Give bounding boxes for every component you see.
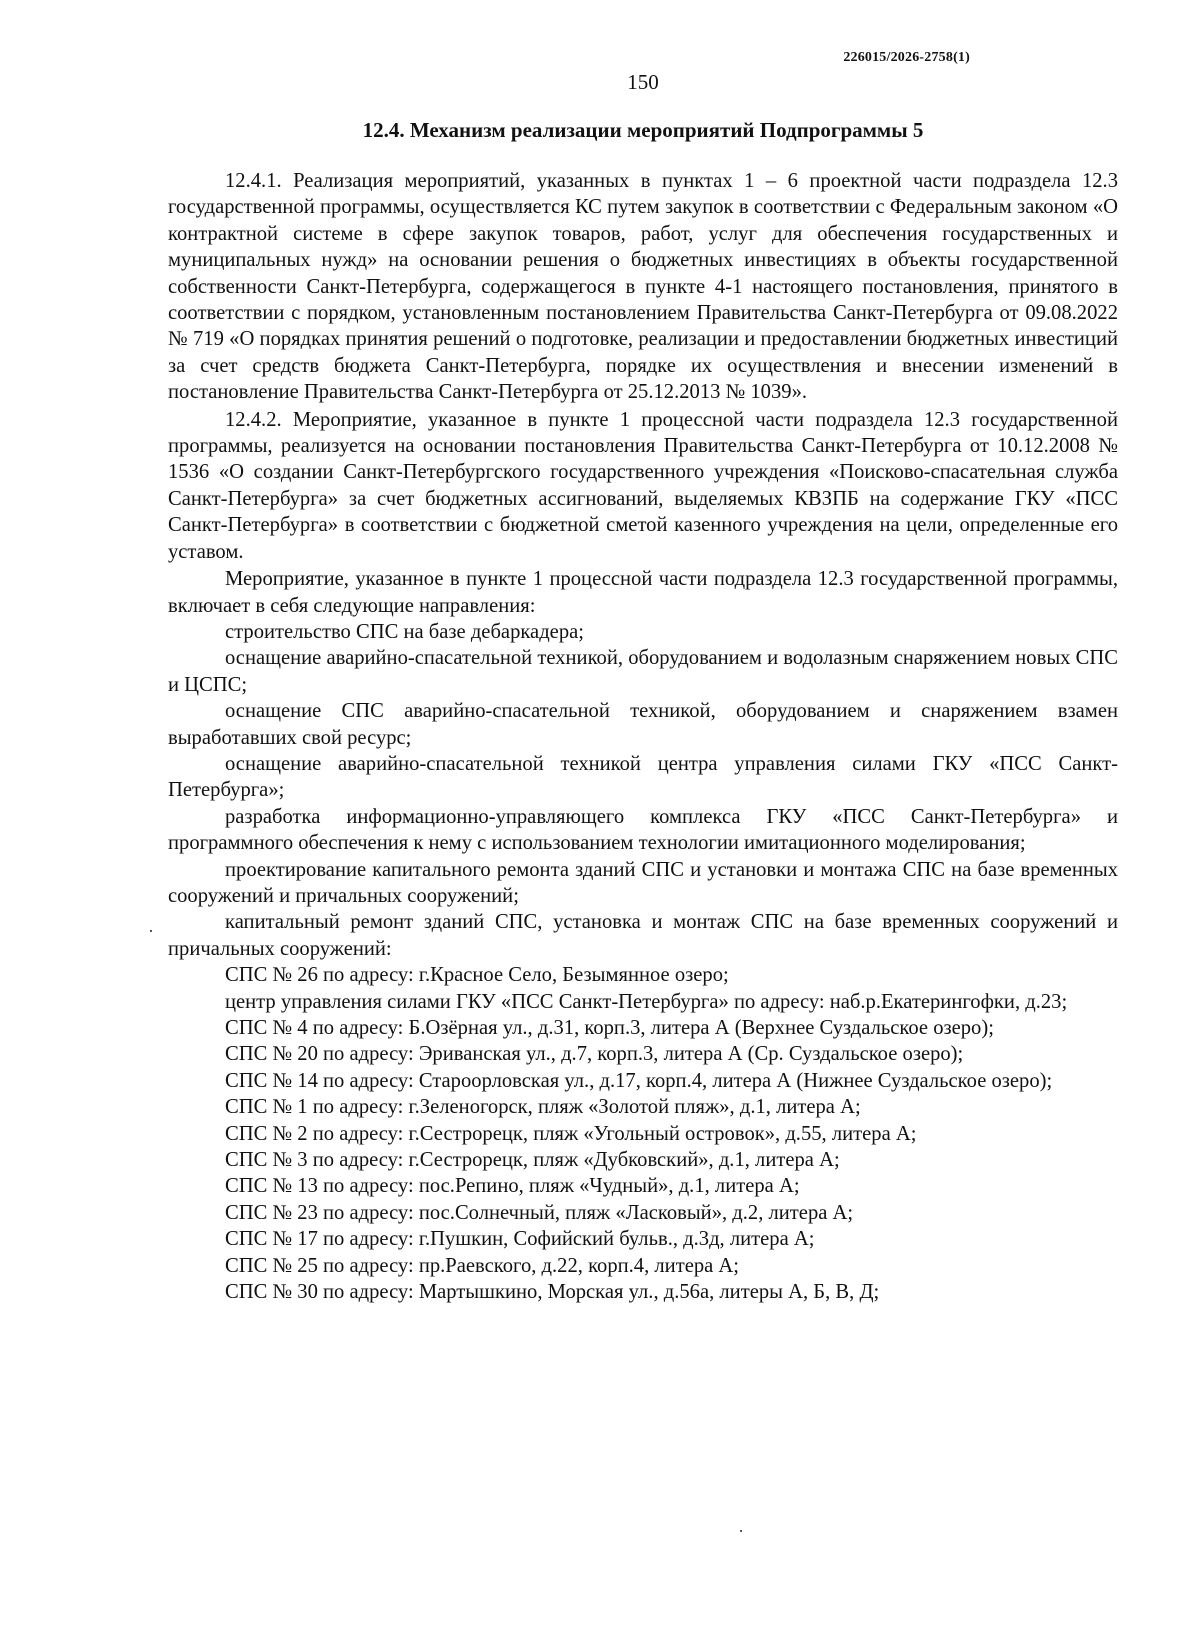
list-item: строительство СПС на базе дебаркадера; — [225, 620, 584, 643]
address-item: СПС № 26 по адресу: г.Красное Село, Безымянное озеро; — [225, 964, 729, 987]
address-item: СПС № 3 по адресу: г.Сестрорецк, пляж «Дубковский», д.1, литера А; — [225, 1149, 840, 1172]
address-item: СПС № 2 по адресу: г.Сестрорецк, пляж «Угольный островок», д.55, литера А; — [225, 1122, 917, 1145]
paragraph-12-4-1: 12.4.1. Реализация мероприятий, указанных в пунктах 1 – 6 проектной части подраздела 12.3 государственной программы, осуществляется КС путем закупок в соответствии с Федеральным законом «О контрактной системе в сфере закупок товаров, работ, услуг для обеспечения государственных и муниципальных нужд» на основании решения о бюджетных инвестициях в объекты государственной собственности Санкт-Петербурга, содержащегося в пункте 4-1 настоящего постановления, принятого в соответствии с порядком, установленным постановлением Правительства Санкт-Петербурга от 09.08.2022 № 719 «О порядках принятия решений о подготовке, реализации и предоставлении бюджетных инвестиций за счет средств бюджета Санкт-Петербурга, порядке их осуществления и внесении изменений в постановление Правительства Санкт-Петербурга от 25.12.2013 № 1039». — [168, 170, 1118, 404]
address-item: СПС № 1 по адресу: г.Зеленогорск, пляж «Золотой пляж», д.1, литера А; — [225, 1096, 861, 1119]
list-item: капитальный ремонт зданий СПС, установка и монтаж СПС на базе временных сооружений и причальных сооружений: — [168, 911, 1118, 960]
address-item: СПС № 14 по адресу: Староорловская ул., д.17, корп.4, литера А (Нижнее Суздальское озеро); — [225, 1069, 1053, 1092]
address-item: СПС № 23 по адресу: пос.Солнечный, пляж «Ласковый», д.2, литера А; — [225, 1201, 854, 1224]
paragraph-12-4-2: 12.4.2. Мероприятие, указанное в пункте 1 процессной части подраздела 12.3 государственной программы, реализуется на основании постановления Правительства Санкт-Петербурга от 10.12.2008 № 1536 «О создании Санкт-Петербургского государственного учреждения «Поисково-спасательная служба Санкт-Петербурга» за счет бюджетных ассигнований, выделяемых КВЗПБ на содержание ГКУ «ПСС Санкт-Петербурга» в соответствии с бюджетной сметой казенного учреждения на цели, определенные его уставом. — [168, 408, 1118, 563]
list-item: разработка информационно-управляющего комплекса ГКУ «ПСС Санкт-Петербурга» и программного обеспечения к нему с использованием технологии имитационного моделирования; — [168, 805, 1118, 855]
paragraph-directions-intro: Мероприятие, указанное в пункте 1 процессной части подраздела 12.3 государственной программы, включает в себя следующие направления: — [168, 568, 1118, 617]
address-item: центр управления силами ГКУ «ПСС Санкт-Петербурга» по адресу: наб.р.Екатерингофки, д.23; — [225, 990, 1068, 1013]
document-code: 226015/2026-2758(1) — [843, 50, 970, 65]
scan-speck — [740, 1530, 742, 1532]
list-item: оснащение аварийно-спасательной техникой центра управления силами ГКУ «ПСС Санкт-Петербурга»; — [168, 752, 1118, 802]
body-text — [168, 168, 1118, 1305]
address-item: СПС № 20 по адресу: Эриванская ул., д.7, корп.3, литера А (Ср. Суздальское озеро); — [225, 1043, 964, 1066]
list-item: оснащение аварийно-спасательной техникой, оборудованием и водолазным снаряжением новых СПС и ЦСПС; — [168, 647, 1118, 696]
list-item: оснащение СПС аварийно-спасательной техникой, оборудованием и снаряжением взамен выработавших свой ресурс; — [168, 700, 1118, 749]
page-number: 150 — [627, 70, 659, 94]
address-item: СПС № 30 по адресу: Мартышкино, Морская ул., д.56а, литеры А, Б, В, Д; — [225, 1281, 880, 1304]
address-item: СПС № 4 по адресу: Б.Озёрная ул., д.31, корп.3, литера А (Верхнее Суздальское озеро); — [225, 1017, 994, 1039]
address-item: СПС № 13 по адресу: пос.Репино, пляж «Чудный», д.1, литера А; — [225, 1175, 800, 1198]
list-item: проектирование капитального ремонта зданий СПС и установки и монтажа СПС на базе временных сооружений и причальных сооружений; — [168, 858, 1118, 907]
address-item: СПС № 17 по адресу: г.Пушкин, Софийский бульв., д.3д, литера А; — [225, 1228, 815, 1251]
scan-speck — [150, 930, 152, 932]
address-item: СПС № 25 по адресу: пр.Раевского, д.22, корп.4, литера А; — [225, 1254, 740, 1277]
section-title: 12.4. Механизм реализации мероприятий Подпрограммы 5 — [362, 118, 924, 142]
